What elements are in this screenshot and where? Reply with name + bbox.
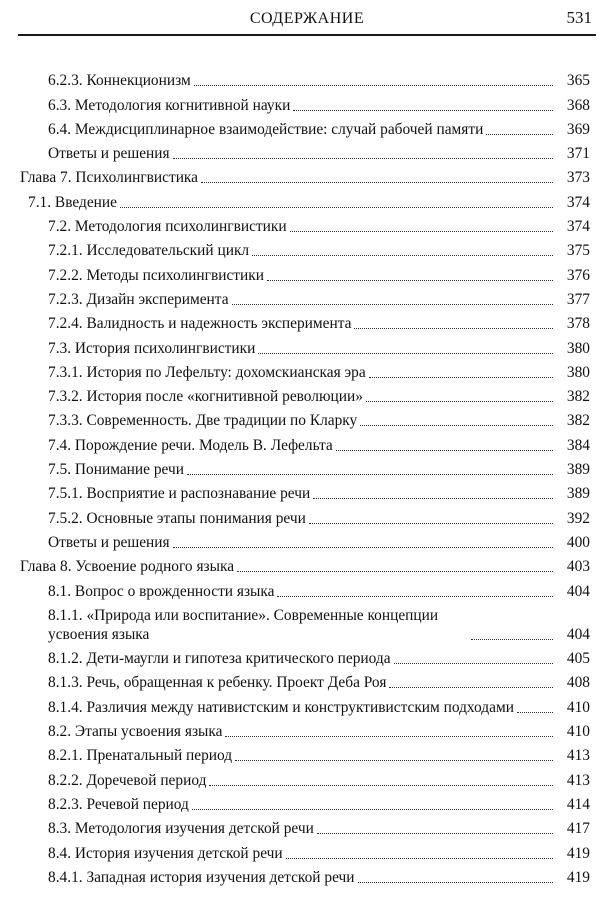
toc-entry <box>0 260 606 284</box>
toc-entry <box>0 528 606 552</box>
toc-entry <box>0 309 606 333</box>
dot-leader <box>120 207 553 208</box>
toc-entry-page: 376 <box>566 266 590 284</box>
dot-leader <box>354 328 553 329</box>
toc-entry-title: 6.2.3. Коннекционизм <box>48 72 191 90</box>
toc-entry-page: 384 <box>566 436 590 454</box>
toc-entry <box>0 838 606 862</box>
toc-entry-title: 7.3. История психолингвистики <box>48 339 256 357</box>
toc-entry-title: 7.2. Методология психолингвистики <box>48 218 287 236</box>
dot-leader <box>309 523 553 524</box>
dot-leader <box>293 110 553 111</box>
toc-entry-page: 365 <box>566 72 590 90</box>
toc-entry-page: 400 <box>566 533 590 551</box>
dot-leader <box>252 255 553 256</box>
header-page-number: 531 <box>566 8 592 27</box>
dot-leader <box>486 134 553 135</box>
toc-entry-title: 7.2.1. Исследовательский цикл <box>48 242 250 260</box>
dot-leader <box>232 304 553 305</box>
toc-entry-page: 389 <box>566 461 590 479</box>
dot-leader <box>360 425 553 426</box>
toc-entry <box>0 601 606 644</box>
dot-leader <box>369 377 553 378</box>
toc-entry <box>0 285 606 309</box>
toc-entry-page: 374 <box>566 218 590 236</box>
toc-entry <box>0 66 606 90</box>
toc-entry <box>0 212 606 236</box>
dot-leader <box>290 231 553 232</box>
dot-leader <box>358 882 553 883</box>
dot-leader <box>225 736 553 737</box>
toc-entry <box>0 576 606 600</box>
dot-leader <box>187 474 553 475</box>
toc-entry-page: 374 <box>566 193 590 211</box>
toc-entry-title: 7.5. Понимание речи <box>48 461 184 479</box>
toc-entry-title: 6.4. Междисциплинарное взаимодействие: случай рабочей памяти <box>48 120 484 138</box>
toc-entry <box>0 814 606 838</box>
toc-entry-page: 419 <box>566 868 590 886</box>
toc-entry <box>0 187 606 211</box>
toc-chapter-entry <box>0 552 606 576</box>
toc-entry-page: 371 <box>566 145 590 163</box>
toc-entry-title: Ответы и решения <box>48 145 170 163</box>
toc-entry-page: 380 <box>566 339 590 357</box>
toc-entry-title: 7.2.3. Дизайн эксперимента <box>48 290 229 308</box>
dot-leader <box>317 833 553 834</box>
toc-entry <box>0 333 606 357</box>
toc-entry <box>0 765 606 789</box>
dot-leader <box>336 450 553 451</box>
toc-entry-title: 7.2.2. Методы психолингвистики <box>48 266 264 284</box>
toc-entry-page: 369 <box>566 120 590 138</box>
toc-entry-page: 417 <box>566 820 590 838</box>
toc-entry-page: 410 <box>566 698 590 716</box>
dot-leader <box>277 596 553 597</box>
toc-entry-title: 7.3.2. История после «когнитивной революции» <box>48 388 363 406</box>
toc-entry-page: 377 <box>566 290 590 308</box>
toc-entry <box>0 115 606 139</box>
toc-entry-title: 7.5.2. Основные этапы понимания речи <box>48 509 306 527</box>
toc-entry-title: 8.1.1. «Природа или воспитание». Современные концепции усвоения языка <box>48 606 439 643</box>
toc-entry <box>0 717 606 741</box>
toc-entry-page: 382 <box>566 388 590 406</box>
toc-entry <box>0 236 606 260</box>
toc-entry-page: 404 <box>566 582 590 600</box>
toc-entry <box>0 644 606 668</box>
header-title: СОДЕРЖАНИЕ <box>249 10 365 27</box>
toc-entry-title: 7.5.1. Восприятие и распознавание речи <box>48 485 311 503</box>
running-header <box>18 4 596 36</box>
toc-entry-title: 7.4. Порождение речи. Модель В. Лефельта <box>48 436 333 454</box>
toc-entry <box>0 430 606 454</box>
dot-leader <box>517 712 553 713</box>
toc-entry <box>0 692 606 716</box>
toc-entry-page: 389 <box>566 485 590 503</box>
dot-leader <box>286 858 553 859</box>
toc-entry-title: 7.3.3. Современность. Две традиции по Кларку <box>48 412 358 430</box>
toc-entry-title: 8.4.1. Западная история изучения детской речи <box>48 868 355 886</box>
toc-entry <box>0 139 606 163</box>
toc-entry-title: 7.1. Введение <box>28 193 117 211</box>
dot-leader <box>194 85 553 86</box>
toc-entry-page: 375 <box>566 242 590 260</box>
toc-entry <box>0 503 606 527</box>
dot-leader <box>237 571 553 572</box>
toc-entry-page: 413 <box>566 771 590 789</box>
toc-entry-title: 8.2.3. Речевой период <box>48 795 189 813</box>
toc-entry-page: 380 <box>566 363 590 381</box>
toc-entry-title: 8.1.4. Различия между нативистским и конструктивистским подходами <box>48 698 514 716</box>
toc-entry-page: 368 <box>566 96 590 114</box>
toc-entry-page: 413 <box>566 747 590 765</box>
toc-entry-title: 7.3.1. История по Лефельту: дохомскианская эра <box>48 363 366 381</box>
dot-leader <box>173 547 553 548</box>
toc-entry-page: 373 <box>566 169 590 187</box>
dot-leader <box>235 760 553 761</box>
dot-leader <box>192 809 553 810</box>
dot-leader <box>394 663 553 664</box>
dot-leader <box>209 785 553 786</box>
toc-entry-page: 392 <box>566 509 590 527</box>
dot-leader <box>258 353 553 354</box>
dot-leader <box>173 158 553 159</box>
toc-entry-title: 8.2. Этапы усвоения языка <box>48 723 223 741</box>
toc-entry <box>0 479 606 503</box>
toc-entry-title: 8.3. Методология изучения детской речи <box>48 820 314 838</box>
dot-leader <box>389 687 553 688</box>
toc-entry <box>0 406 606 430</box>
toc-entry-title: 8.1.3. Речь, обращенная к ребенку. Проект Деба Роя <box>48 674 387 692</box>
toc-entry <box>0 668 606 692</box>
toc-entry <box>0 455 606 479</box>
dot-leader <box>366 401 553 402</box>
toc-entry-page: 410 <box>566 723 590 741</box>
toc-entry <box>0 790 606 814</box>
toc-entry-page: 405 <box>566 650 590 668</box>
toc-entry-page: 414 <box>566 795 590 813</box>
toc-entry-title: 8.1.2. Дети-маугли и гипотеза критического периода <box>48 650 391 668</box>
toc-entry <box>0 382 606 406</box>
toc-entry <box>0 90 606 114</box>
toc-entry-page: 378 <box>566 315 590 333</box>
toc-chapter-entry <box>0 163 606 187</box>
toc-entry-title: 8.2.1. Пренатальный период <box>48 747 233 765</box>
dot-leader <box>471 639 553 640</box>
toc-entry <box>0 863 606 887</box>
table-of-contents <box>0 66 606 887</box>
dot-leader <box>267 280 553 281</box>
toc-entry-page: 382 <box>566 412 590 430</box>
toc-entry-page: 419 <box>566 844 590 862</box>
dot-leader <box>313 498 553 499</box>
toc-entry-title: 8.4. История изучения детской речи <box>48 844 283 862</box>
toc-entry-title: 7.2.4. Валидность и надежность эксперимента <box>48 315 352 333</box>
toc-entry-title: Глава 8. Усвоение родного языка <box>20 558 235 576</box>
toc-entry <box>0 741 606 765</box>
toc-entry <box>0 358 606 382</box>
toc-entry-page: 403 <box>566 558 590 576</box>
toc-entry-page: 408 <box>566 674 590 692</box>
toc-entry-title: 6.3. Методология когнитивной науки <box>48 96 291 114</box>
dot-leader <box>201 182 553 183</box>
toc-entry-title: 8.1. Вопрос о врожденности языка <box>48 582 275 600</box>
toc-entry-title: Ответы и решения <box>48 533 170 551</box>
toc-entry-title: Глава 7. Психолингвистика <box>20 169 199 187</box>
toc-entry-title: 8.2.2. Доречевой период <box>48 771 207 789</box>
toc-entry-page: 404 <box>566 625 590 643</box>
